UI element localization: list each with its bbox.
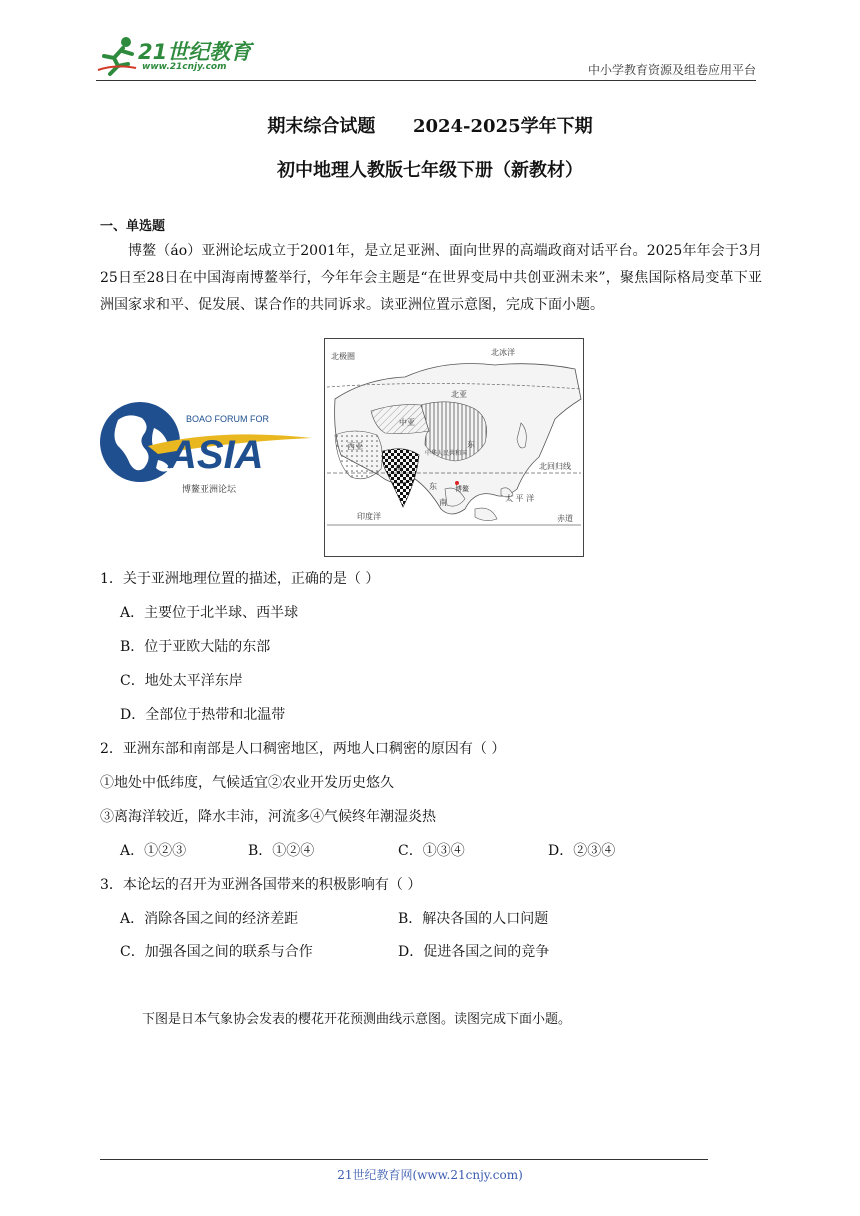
footer-divider (100, 1159, 708, 1160)
q2-statement-line-1: ①地处中低纬度，气候适宜②农业开发历史悠久 (100, 775, 394, 791)
label-east-asia: 东 (467, 440, 475, 449)
asia-text: ASIA (168, 433, 264, 477)
label-boao: 博鳌 (455, 485, 469, 493)
label-north-asia: 北亚 (451, 390, 467, 399)
logo-text: 21世纪教育 (138, 40, 252, 64)
label-southeast-2: 南 (439, 498, 447, 507)
logo-url: www.21cnjy.com (142, 62, 227, 72)
label-china: 中华人民共和国 (425, 450, 468, 457)
label-arctic-ocean: 北冰洋 (491, 348, 515, 357)
label-southeast-1: 东 (429, 482, 437, 491)
q3-option-c[interactable]: C．加强各国之间的联系与合作 (120, 944, 313, 960)
q1-option-b[interactable]: B．位于亚欧大陆的东部 (120, 639, 271, 655)
question-2-stem: 2．亚洲东部和南部是人口稠密地区，两地人口稠密的原因有（ ） (100, 741, 506, 757)
q3-option-b[interactable]: B．解决各国的人口问题 (398, 911, 549, 927)
q2-option-d[interactable]: D．②③④ (548, 843, 616, 859)
asia-location-map (324, 338, 584, 557)
q2-option-b[interactable]: B．①②④ (248, 843, 315, 859)
footer-link[interactable]: 21世纪教育网(www.21cnjy.com) (337, 1168, 523, 1182)
q2-statement-line-2: ③离海洋较近，降水丰沛，河流多④气候终年潮湿炎热 (100, 809, 436, 825)
boao-forum-logo (98, 398, 318, 508)
platform-name: 中小学教育资源及组卷应用平台 (587, 63, 756, 77)
intro-paragraph: 博鳌（áo）亚洲论坛成立于2001年，是立足亚洲、面向世界的高端政商对话平台。2025年年会于3月25日至28日在中国海南博鳌举行，今年年会主题是“在世界变局中共创亚洲未来”，聚焦国际格局变革下亚洲国家求和平、促发展、谋合作的共同诉求。读亚洲位置示意图，完成下面小题。 (100, 243, 762, 313)
question-1-stem: 1．关于亚洲地理位置的描述，正确的是（ ） (100, 571, 380, 587)
q3-option-d[interactable]: D．促进各国之间的竞争 (398, 944, 550, 960)
label-south-asia: 南 (395, 464, 403, 473)
runner-icon (96, 34, 140, 78)
header-divider (96, 80, 756, 81)
q3-option-a[interactable]: A．消除各国之间的经济差距 (120, 911, 299, 927)
label-central-asia: 中亚 (399, 418, 415, 427)
q2-option-c[interactable]: C．①③④ (398, 843, 465, 859)
label-pacific: 太 平 洋 (505, 494, 535, 503)
exam-subtitle: 初中地理人教版七年级下册（新教材） (277, 160, 583, 181)
label-west-asia: 西亚 (347, 442, 363, 451)
site-logo (96, 34, 261, 78)
label-indian-ocean: 印度洋 (357, 512, 381, 521)
q1-option-c[interactable]: C．地处太平洋东岸 (120, 673, 243, 689)
question-3-stem: 3．本论坛的召开为亚洲各国带来的积极影响有（ ） (100, 877, 422, 893)
q1-option-d[interactable]: D．全部位于热带和北温带 (120, 707, 286, 723)
label-tropic: 北回归线 (539, 462, 571, 471)
q1-option-a[interactable]: A．主要位于北半球、西半球 (120, 605, 299, 621)
label-equator: 赤道 (557, 514, 573, 523)
section-heading: 一、单选题 (100, 219, 166, 234)
exam-title: 期末综合试题 2024-2025学年下期 (267, 116, 593, 137)
label-arctic-circle: 北极圈 (331, 352, 355, 361)
logo-caption: 博鳌亚洲论坛 (182, 485, 237, 495)
q2-option-a[interactable]: A．①②③ (120, 843, 187, 859)
next-section-intro: 下图是日本气象协会发表的樱花开花预测曲线示意图。读图完成下面小题。 (142, 1012, 572, 1027)
forum-text: BOAO FORUM FOR (186, 414, 269, 424)
